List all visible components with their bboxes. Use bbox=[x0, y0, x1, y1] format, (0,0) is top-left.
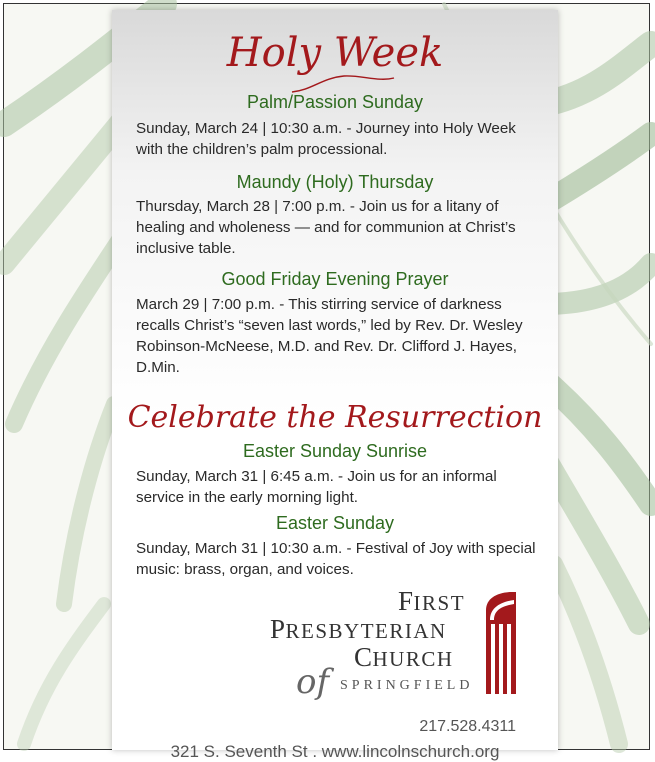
event-heading: Good Friday Evening Prayer bbox=[221, 269, 449, 289]
event-heading: Easter Sunday bbox=[275, 513, 395, 533]
event-heading: Palm/Passion Sunday bbox=[246, 92, 424, 112]
event-details: Sunday, March 24 | 10:30 a.m. - Journey into Holy Week with the children’s palm processional. bbox=[136, 120, 516, 158]
flyer-frame bbox=[3, 3, 650, 761]
event-heading: Maundy (Holy) Thursday bbox=[236, 172, 434, 192]
page-title: Holy Week bbox=[226, 30, 444, 76]
church-address: 321 S. Seventh St . www.lincolnschurch.org bbox=[170, 742, 500, 761]
logo-of: of bbox=[296, 662, 330, 702]
event-details: Thursday, March 28 | 7:00 p.m. - Join us for a litany of healing and wholeness — and for communion at Christ’s inclusive table. bbox=[136, 198, 516, 257]
church-window-icon bbox=[484, 590, 518, 694]
logo-church: CHURCH bbox=[354, 642, 454, 672]
event-panel bbox=[112, 10, 558, 761]
logo-presbyterian: PRESBYTERIAN bbox=[270, 614, 447, 644]
logo-first: FIRST bbox=[398, 586, 466, 616]
event-details: Sunday, March 31 | 6:45 a.m. - Join us for an informal service in the early morning light. bbox=[136, 468, 497, 506]
event-details: March 29 | 7:00 p.m. - This stirring service of darkness recalls Christ’s “seven last words,” led by Rev. Dr. Wesley Robinson-McNeese, M.D. and Rev. Dr. Clifford J. Hayes, D.Min. bbox=[136, 296, 523, 376]
phone-number: 217.528.4311 bbox=[419, 718, 516, 735]
event-details: Sunday, March 31 | 10:30 a.m. - Festival of Joy with special music: brass, organ, and voices. bbox=[136, 540, 536, 578]
logo-springfield: SPRINGFIELD bbox=[340, 678, 474, 693]
section-title: Celebrate the Resurrection bbox=[127, 400, 543, 435]
event-heading: Easter Sunday Sunrise bbox=[242, 441, 428, 461]
